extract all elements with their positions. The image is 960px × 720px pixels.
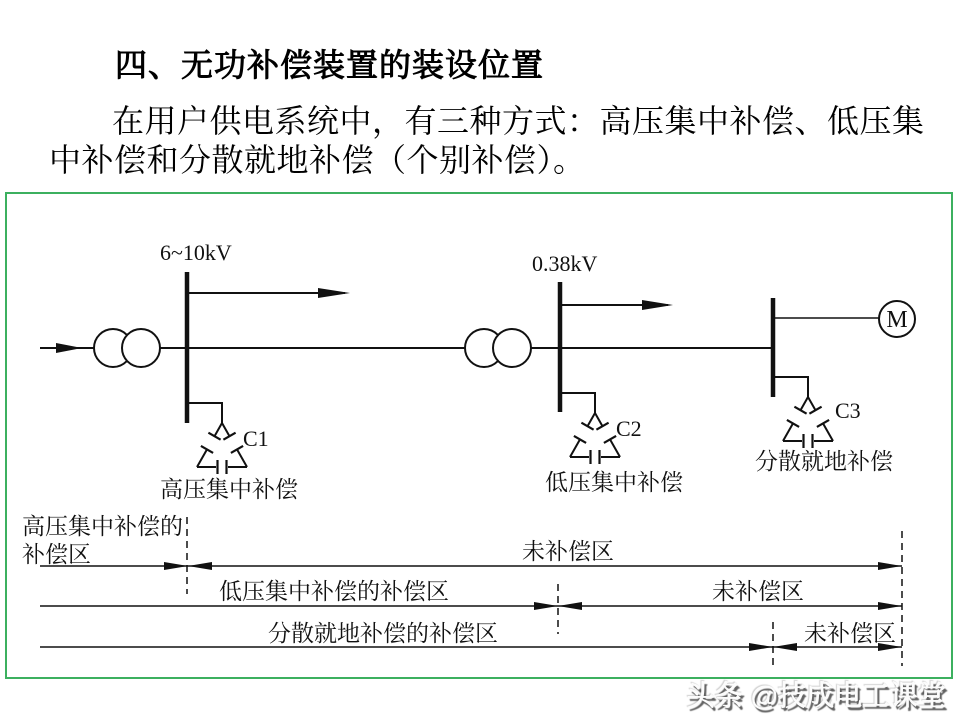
transformer-2-secondary-winding (493, 329, 531, 367)
transformer-1-secondary-winding (122, 329, 160, 367)
row1-arrow-left-at-hv (188, 562, 212, 570)
page-title: 四、无功补偿装置的装设位置 (115, 47, 545, 83)
intro-text-line2: 中补偿和分散就地补偿（个别补偿）。 (49, 142, 586, 178)
hv-feeder (189, 288, 350, 298)
zone-row3-left-label: 分散就地补偿的补偿区 (268, 621, 498, 646)
source-flow-arrowhead (56, 343, 82, 353)
lv-bus-voltage-label: 0.38kV (532, 251, 598, 276)
transformer-1 (94, 329, 160, 367)
zone-row3-right-label: 未补偿区 (804, 621, 896, 646)
capacitor-bank-c3 (755, 377, 893, 474)
c3-id-label: C3 (835, 398, 861, 423)
motor (879, 301, 915, 337)
lv-feeder-arrowhead (642, 300, 673, 310)
transformer-2 (465, 329, 531, 367)
row2-arrow-right-at-lv (534, 602, 558, 610)
delta-capacitor-icon (783, 397, 833, 448)
zone-row2-left-label: 低压集中补偿的补偿区 (219, 579, 449, 604)
delta-capacitor-icon (197, 423, 247, 474)
lv-feeder (562, 300, 673, 310)
hv-bus-voltage-label: 6~10kV (160, 240, 232, 265)
compensation-zone-rows (22, 514, 902, 666)
row3-arrow-right-at-load (749, 643, 773, 651)
delta-capacitor-icon (570, 413, 620, 464)
hv-feeder-arrowhead (318, 288, 350, 298)
zone-row1-left-label-line1: 高压集中补偿的 (22, 514, 183, 539)
zone-row2-right-label: 未补偿区 (712, 579, 804, 604)
c1-wire (187, 403, 222, 423)
c1-id-label: C1 (243, 426, 269, 451)
row1-arrow-right-at-hv (164, 562, 188, 570)
row2-arrow-right-end (878, 602, 902, 610)
c2-id-label: C2 (616, 416, 642, 441)
capacitor-bank-c2 (545, 393, 683, 495)
row3-arrow-left-at-load (773, 643, 797, 651)
c1-caption: 高压集中补偿 (160, 477, 298, 502)
c2-caption: 低压集中补偿 (545, 470, 683, 495)
c3-caption: 分散就地补偿 (755, 449, 893, 474)
row1-arrow-right-end (878, 562, 902, 570)
motor-label: M (886, 307, 908, 333)
watermark: 头条 @技成电工课堂 (686, 680, 946, 711)
c3-wire (773, 377, 808, 397)
capacitor-bank-c1 (160, 403, 298, 502)
row2-arrow-left-at-lv (558, 602, 582, 610)
zone-row1-right-label: 未补偿区 (522, 539, 614, 564)
c2-wire (560, 393, 595, 413)
intro-text-line1: 在用户供电系统中，有三种方式：高压集中补偿、低压集 (112, 103, 925, 139)
zone-row1-left-label-line2: 补偿区 (22, 542, 91, 567)
